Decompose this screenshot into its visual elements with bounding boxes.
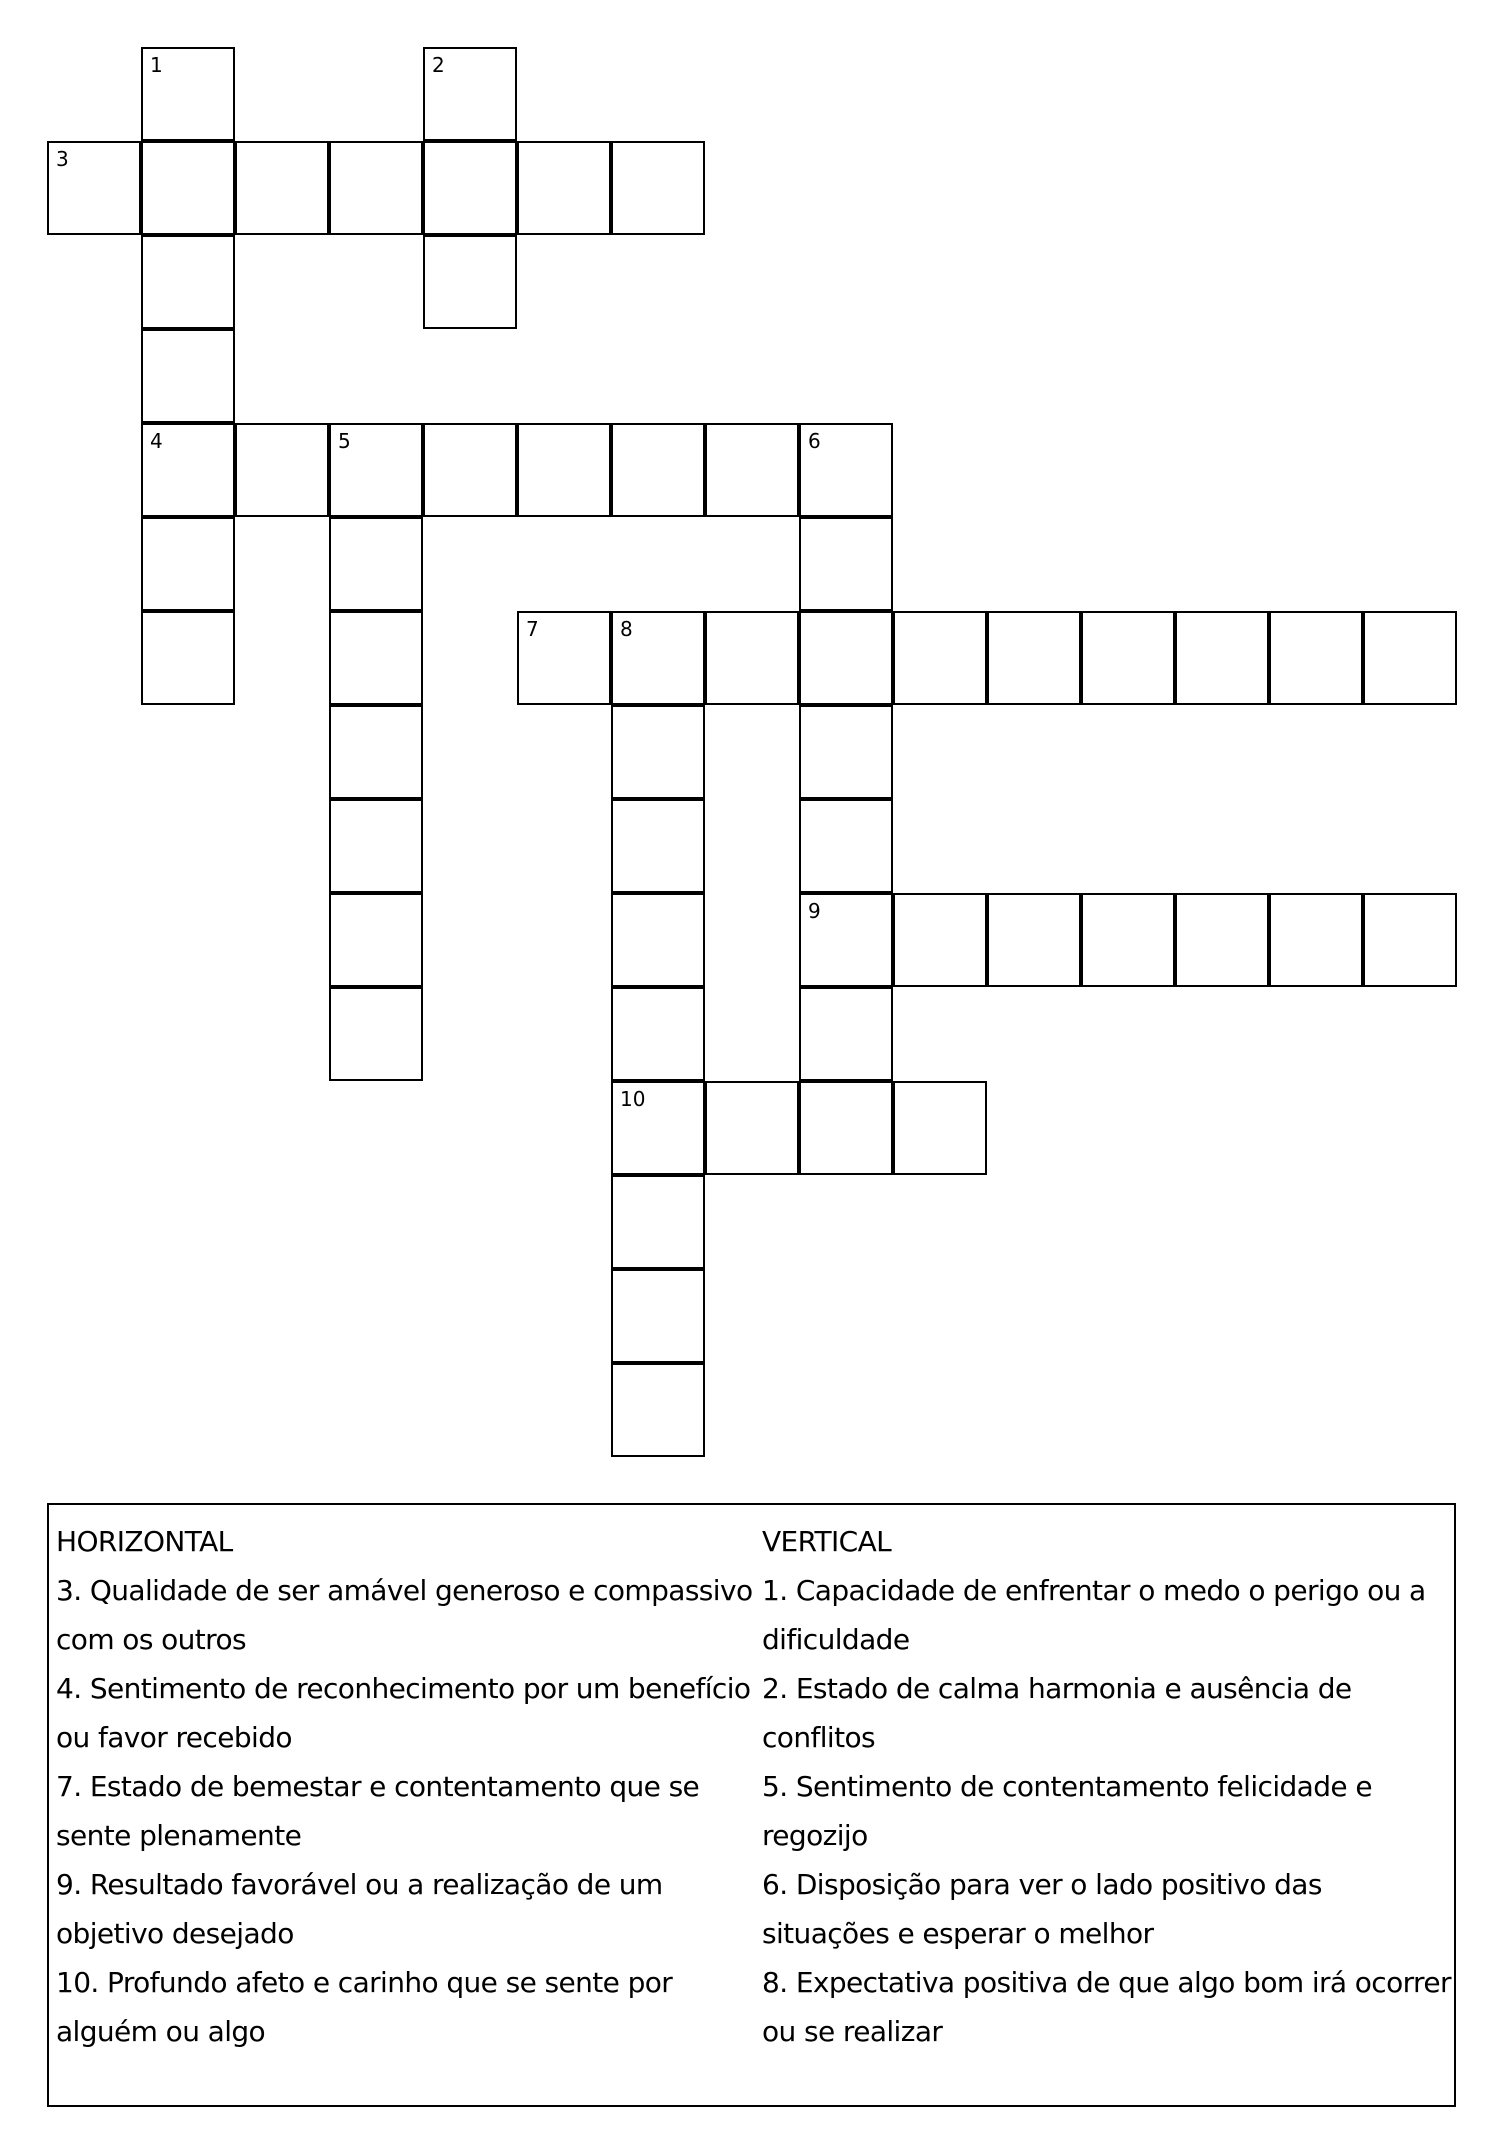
clues-box bbox=[47, 1503, 1456, 2107]
grid-cell[interactable] bbox=[799, 987, 893, 1081]
grid-cell[interactable] bbox=[1175, 893, 1269, 987]
grid-cell[interactable] bbox=[611, 1363, 705, 1457]
grid-cell[interactable] bbox=[1363, 893, 1457, 987]
grid-cell[interactable] bbox=[611, 1175, 705, 1269]
grid-cell[interactable] bbox=[799, 1081, 893, 1175]
grid-cell[interactable] bbox=[1269, 611, 1363, 705]
cell-number: 10 bbox=[620, 1087, 646, 1111]
clue-horizontal-7: 7. Estado de bemestar e contentamento que se sente plenamente bbox=[56, 1770, 700, 1852]
clue-vertical-2: 2. Estado de calma harmonia e ausência de conflitos bbox=[762, 1672, 1352, 1754]
clue-vertical-8: 8. Expectativa positiva de que algo bom irá ocorrer ou se realizar bbox=[762, 1966, 1451, 2048]
grid-cell[interactable] bbox=[517, 141, 611, 235]
cell-number: 6 bbox=[808, 429, 821, 453]
vertical-title: VERTICAL bbox=[762, 1525, 892, 1558]
grid-cell[interactable] bbox=[611, 611, 705, 705]
cell-number: 8 bbox=[620, 617, 633, 641]
grid-cell[interactable] bbox=[235, 423, 329, 517]
grid-cell[interactable] bbox=[1269, 893, 1363, 987]
grid-cell[interactable] bbox=[329, 987, 423, 1081]
grid-cell[interactable] bbox=[611, 423, 705, 517]
grid-cell[interactable] bbox=[611, 893, 705, 987]
grid-cell[interactable] bbox=[329, 517, 423, 611]
grid-cell[interactable] bbox=[329, 893, 423, 987]
clue-vertical-1: 1. Capacidade de enfrentar o medo o perigo ou a dificuldade bbox=[762, 1574, 1426, 1656]
grid-cell[interactable] bbox=[799, 705, 893, 799]
grid-cell[interactable] bbox=[611, 1081, 705, 1175]
cell-number: 4 bbox=[150, 429, 163, 453]
clue-vertical-5: 5. Sentimento de contentamento felicidade e regozijo bbox=[762, 1770, 1372, 1852]
grid-cell[interactable] bbox=[611, 141, 705, 235]
horizontal-title: HORIZONTAL bbox=[56, 1525, 233, 1558]
cell-number: 1 bbox=[150, 53, 163, 77]
grid-cell[interactable] bbox=[611, 987, 705, 1081]
clue-horizontal-4: 4. Sentimento de reconhecimento por um benefício ou favor recebido bbox=[56, 1672, 751, 1754]
clue-horizontal-9: 9. Resultado favorável ou a realização de um objetivo desejado bbox=[56, 1868, 663, 1950]
vertical-clues bbox=[762, 1517, 1452, 2056]
cell-number: 9 bbox=[808, 899, 821, 923]
cell-number: 2 bbox=[432, 53, 445, 77]
clue-horizontal-10: 10. Profundo afeto e carinho que se sente por alguém ou algo bbox=[56, 1966, 673, 2048]
grid-cell[interactable] bbox=[893, 611, 987, 705]
grid-cell[interactable] bbox=[1175, 611, 1269, 705]
grid-cell[interactable] bbox=[799, 423, 893, 517]
grid-cell[interactable] bbox=[611, 799, 705, 893]
grid-cell[interactable] bbox=[799, 799, 893, 893]
grid-cell[interactable] bbox=[329, 705, 423, 799]
cell-number: 7 bbox=[526, 617, 539, 641]
grid-cell[interactable] bbox=[987, 893, 1081, 987]
grid-cell[interactable] bbox=[611, 1269, 705, 1363]
grid-cell[interactable] bbox=[1081, 893, 1175, 987]
horizontal-clues bbox=[56, 1517, 756, 2056]
grid-cell[interactable] bbox=[1081, 611, 1175, 705]
grid-cell[interactable] bbox=[799, 517, 893, 611]
clue-vertical-6: 6. Disposição para ver o lado positivo das situações e esperar o melhor bbox=[762, 1868, 1322, 1950]
grid-cell[interactable] bbox=[423, 235, 517, 329]
grid-cell[interactable] bbox=[141, 235, 235, 329]
grid-cell[interactable] bbox=[423, 423, 517, 517]
grid-cell[interactable] bbox=[611, 705, 705, 799]
grid-cell[interactable] bbox=[47, 141, 141, 235]
clue-horizontal-3: 3. Qualidade de ser amável generoso e compassivo com os outros bbox=[56, 1574, 753, 1656]
grid-cell[interactable] bbox=[1363, 611, 1457, 705]
grid-cell[interactable] bbox=[705, 611, 799, 705]
grid-cell[interactable] bbox=[141, 47, 235, 141]
grid-cell[interactable] bbox=[141, 517, 235, 611]
grid-cell[interactable] bbox=[423, 47, 517, 141]
grid-cell[interactable] bbox=[517, 423, 611, 517]
grid-cell[interactable] bbox=[799, 611, 893, 705]
grid-cell[interactable] bbox=[423, 141, 517, 235]
grid-cell[interactable] bbox=[705, 1081, 799, 1175]
grid-cell[interactable] bbox=[141, 611, 235, 705]
grid-cell[interactable] bbox=[329, 611, 423, 705]
grid-cell[interactable] bbox=[987, 611, 1081, 705]
grid-cell[interactable] bbox=[235, 141, 329, 235]
grid-cell[interactable] bbox=[329, 799, 423, 893]
grid-cell[interactable] bbox=[141, 141, 235, 235]
cell-number: 3 bbox=[56, 147, 69, 171]
grid-cell[interactable] bbox=[329, 141, 423, 235]
grid-cell[interactable] bbox=[141, 423, 235, 517]
grid-cell[interactable] bbox=[893, 893, 987, 987]
grid-cell[interactable] bbox=[893, 1081, 987, 1175]
grid-cell[interactable] bbox=[705, 423, 799, 517]
grid-cell[interactable] bbox=[329, 423, 423, 517]
grid-cell[interactable] bbox=[141, 329, 235, 423]
cell-number: 5 bbox=[338, 429, 351, 453]
grid-cell[interactable] bbox=[799, 893, 893, 987]
grid-cell[interactable] bbox=[517, 611, 611, 705]
